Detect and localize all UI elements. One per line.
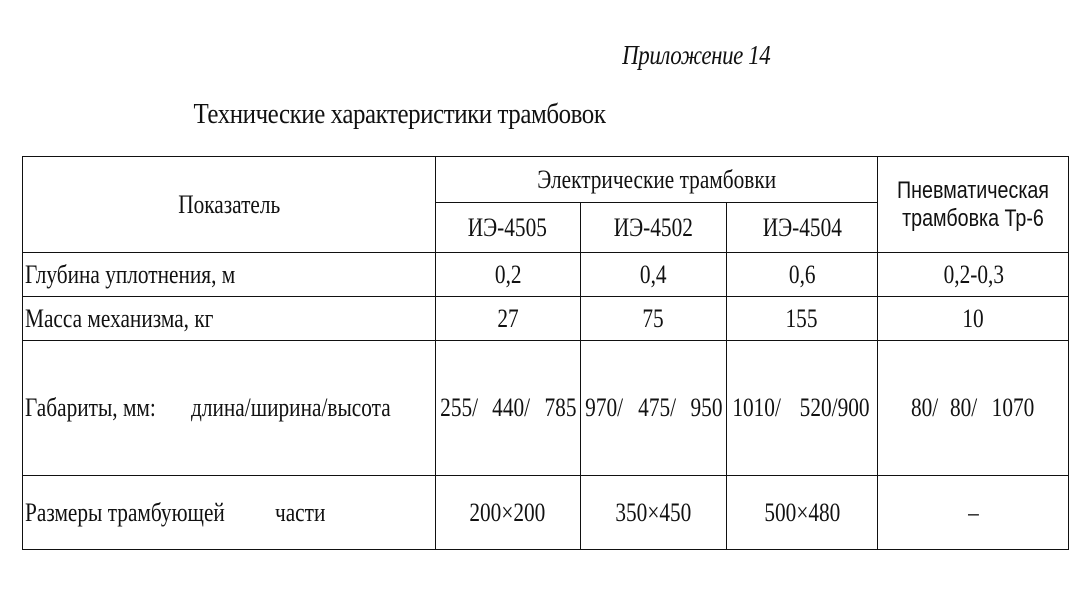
indicator-header: Показатель — [23, 157, 436, 253]
table-cell: – — [878, 476, 1069, 550]
table-row — [23, 253, 1069, 297]
table-header-row — [23, 157, 1069, 203]
pneumatic-header — [878, 157, 1069, 253]
table-cell: 0,2-0,3 — [878, 253, 1069, 297]
table-cell: 0,6 — [726, 253, 878, 297]
table-cell: 1010/ 520/900 — [726, 341, 878, 476]
table-cell: 970/ 475/ 950 — [581, 341, 726, 476]
appendix-label: Приложение 14 — [621, 40, 770, 70]
table-cell: 155 — [726, 297, 878, 341]
row-label: Масса механизма, кг — [23, 297, 436, 341]
table-cell: 10 — [878, 297, 1069, 341]
table-cell: 75 — [581, 297, 726, 341]
document-title-text: Технические характеристики трамбовок — [193, 98, 606, 130]
table-cell: 200×200 — [435, 476, 580, 550]
model-header: ИЭ-4504 — [726, 203, 878, 253]
table-cell: 80/ 80/ 1070 — [878, 341, 1069, 476]
table-cell: 0,4 — [581, 253, 726, 297]
electric-group-header: Электрические трамбовки — [435, 157, 878, 203]
table-cell: 500×480 — [726, 476, 878, 550]
document-title — [0, 98, 800, 131]
pneumatic-header-text: Пневматическая трамбовка Тр-6 — [897, 176, 1050, 232]
table-row — [23, 297, 1069, 341]
table-cell: 350×450 — [581, 476, 726, 550]
row-label: Глубина уплотнения, м — [23, 253, 436, 297]
table-cell: 27 — [435, 297, 580, 341]
model-header: ИЭ-4502 — [581, 203, 726, 253]
specs-table — [22, 156, 1069, 550]
row-label: Размеры трамбующей части — [23, 476, 436, 550]
model-header: ИЭ-4505 — [435, 203, 580, 253]
table-cell: 0,2 — [435, 253, 580, 297]
table-row — [23, 341, 1069, 476]
table-cell: 255/ 440/ 785 — [435, 341, 580, 476]
table-row — [23, 476, 1069, 550]
row-label: Габариты, мм: длина/ширина/высота — [23, 341, 436, 476]
